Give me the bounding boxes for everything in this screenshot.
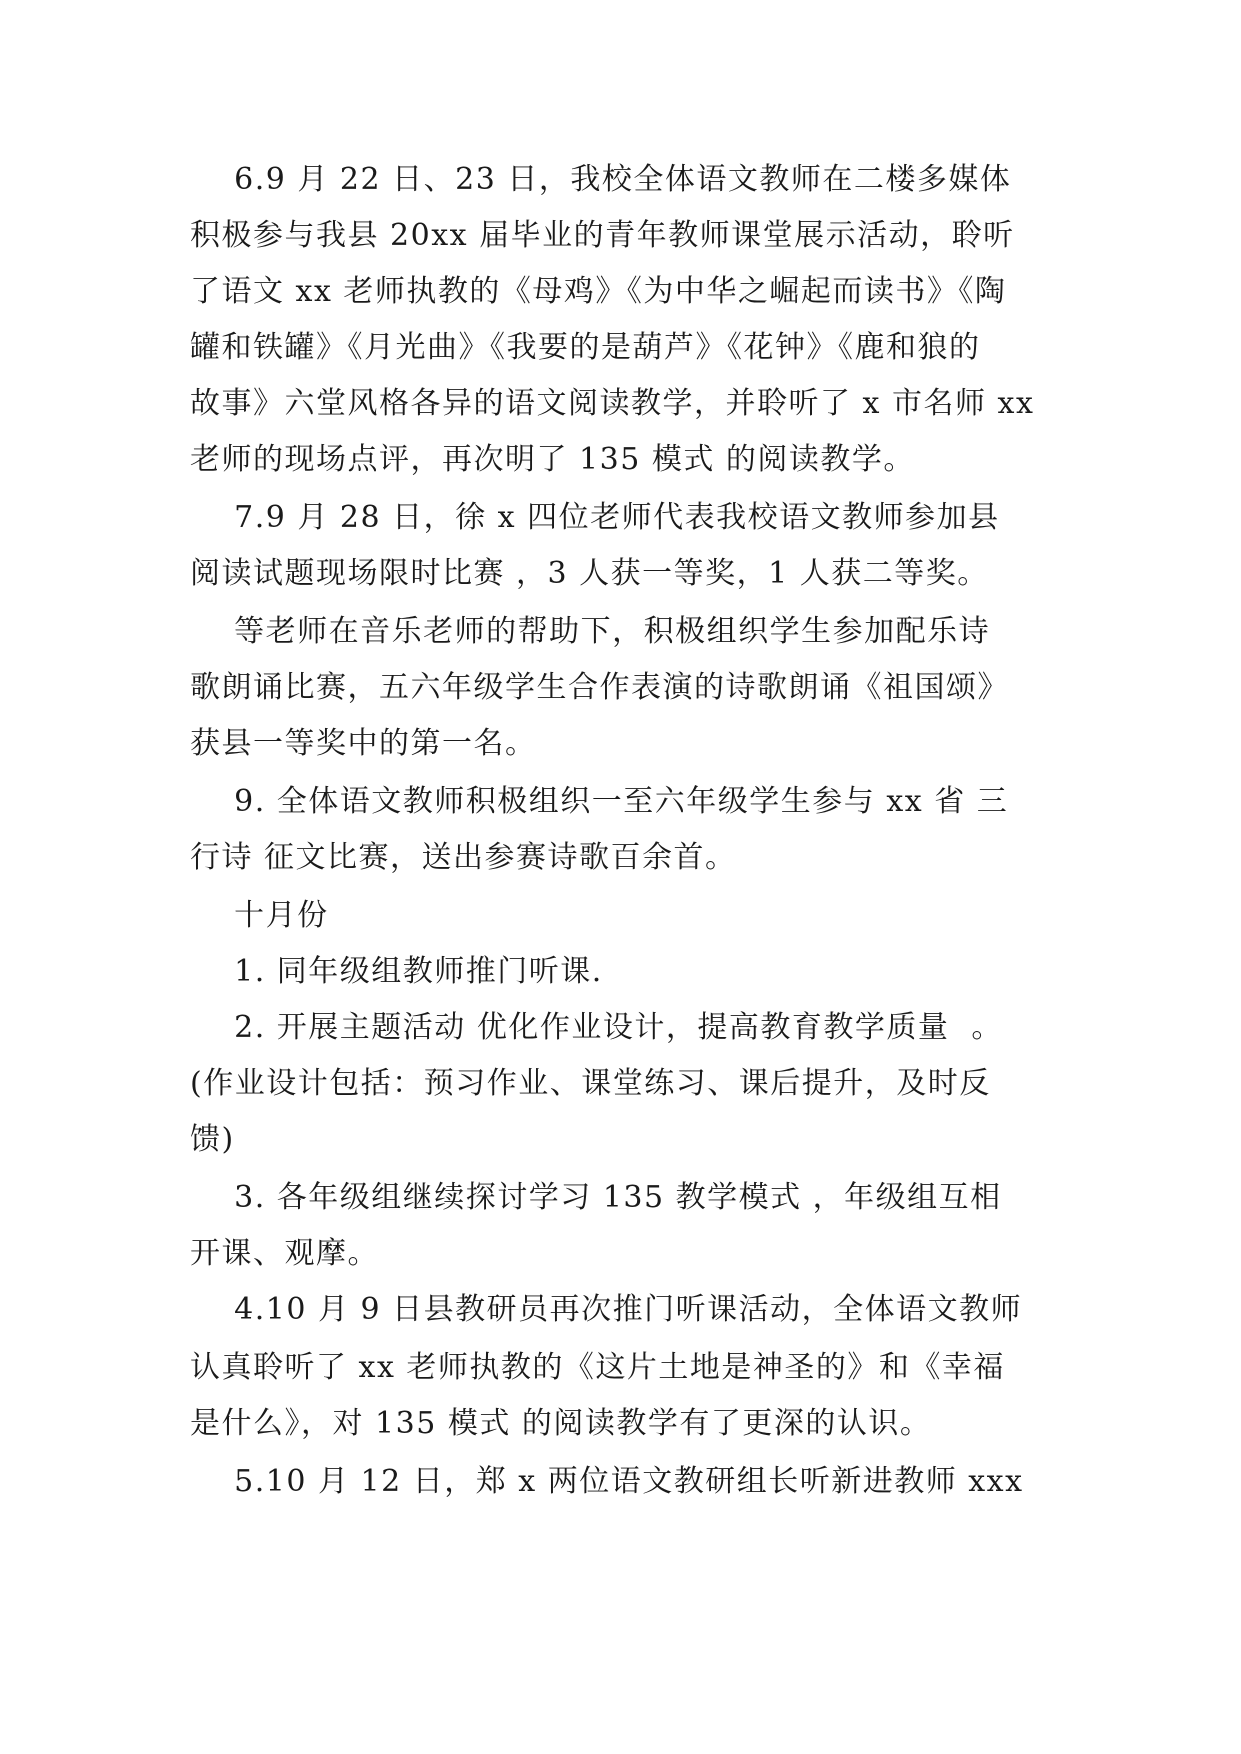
text-line: 积极参与我县 20xx 届毕业的青年教师课堂展示活动，聆听 — [190, 218, 1015, 253]
text-line: 6.9 月 22 日、23 日，我校全体语文教师在二楼多媒体 — [190, 162, 1012, 197]
text-line: 7.9 月 28 日，徐 x 四位老师代表我校语文教师参加县 — [190, 500, 1000, 535]
text-line: 等老师在音乐老师的帮助下，积极组织学生参加配乐诗 — [190, 614, 991, 649]
text-line: 开课、观摩。 — [190, 1236, 379, 1271]
text-line: 获县一等奖中的第一名。 — [190, 726, 537, 761]
text-line: (作业设计包括：预习作业、课堂练习、课后提升，及时反 — [190, 1066, 991, 1101]
text-line: 阅读试题现场限时比赛 ，3 人获一等奖，1 人获二等奖。 — [190, 556, 989, 591]
text-line: 1. 同年级组教师推门听课. — [190, 954, 603, 989]
text-line: 认真聆听了 xx 老师执教的《这片土地是神圣的》和《幸福 — [190, 1350, 1005, 1385]
text-line: 是什么》，对 135 模式 的阅读教学有了更深的认识。 — [190, 1406, 932, 1441]
text-line: 歌朗诵比赛，五六年级学生合作表演的诗歌朗诵《祖国颂》 — [190, 670, 1009, 705]
text-line: 馈) — [190, 1122, 235, 1157]
text-line: 行诗 征文比赛，送出参赛诗歌百余首。 — [190, 840, 737, 875]
text-line: 罐和铁罐》《月光曲》《我要的是葫芦》《花钟》《鹿和狼的 — [190, 330, 981, 365]
text-line: 9. 全体语文教师积极组织一至六年级学生参与 xx 省 三 — [190, 784, 1009, 819]
section-heading: 十月份 — [190, 898, 329, 933]
text-line: 2. 开展主题活动 优化作业设计，提高教育教学质量 。 — [190, 1010, 1003, 1045]
text-line: 故事》六堂风格各异的语文阅读教学，并聆听了 x 市名师 xx — [190, 386, 1035, 421]
text-line: 5.10 月 12 日，郑 x 两位语文教研组长听新进教师 xxx — [190, 1464, 1024, 1499]
text-line: 老师的现场点评，再次明了 135 模式 的阅读教学。 — [190, 442, 915, 477]
text-line: 4.10 月 9 日县教研员再次推门听课活动，全体语文教师 — [190, 1292, 1023, 1327]
text-line: 3. 各年级组继续探讨学习 135 教学模式 ，年级组互相 — [190, 1180, 1002, 1215]
text-line: 了语文 xx 老师执教的《母鸡》《为中华之崛起而读书》《陶 — [190, 274, 1007, 309]
